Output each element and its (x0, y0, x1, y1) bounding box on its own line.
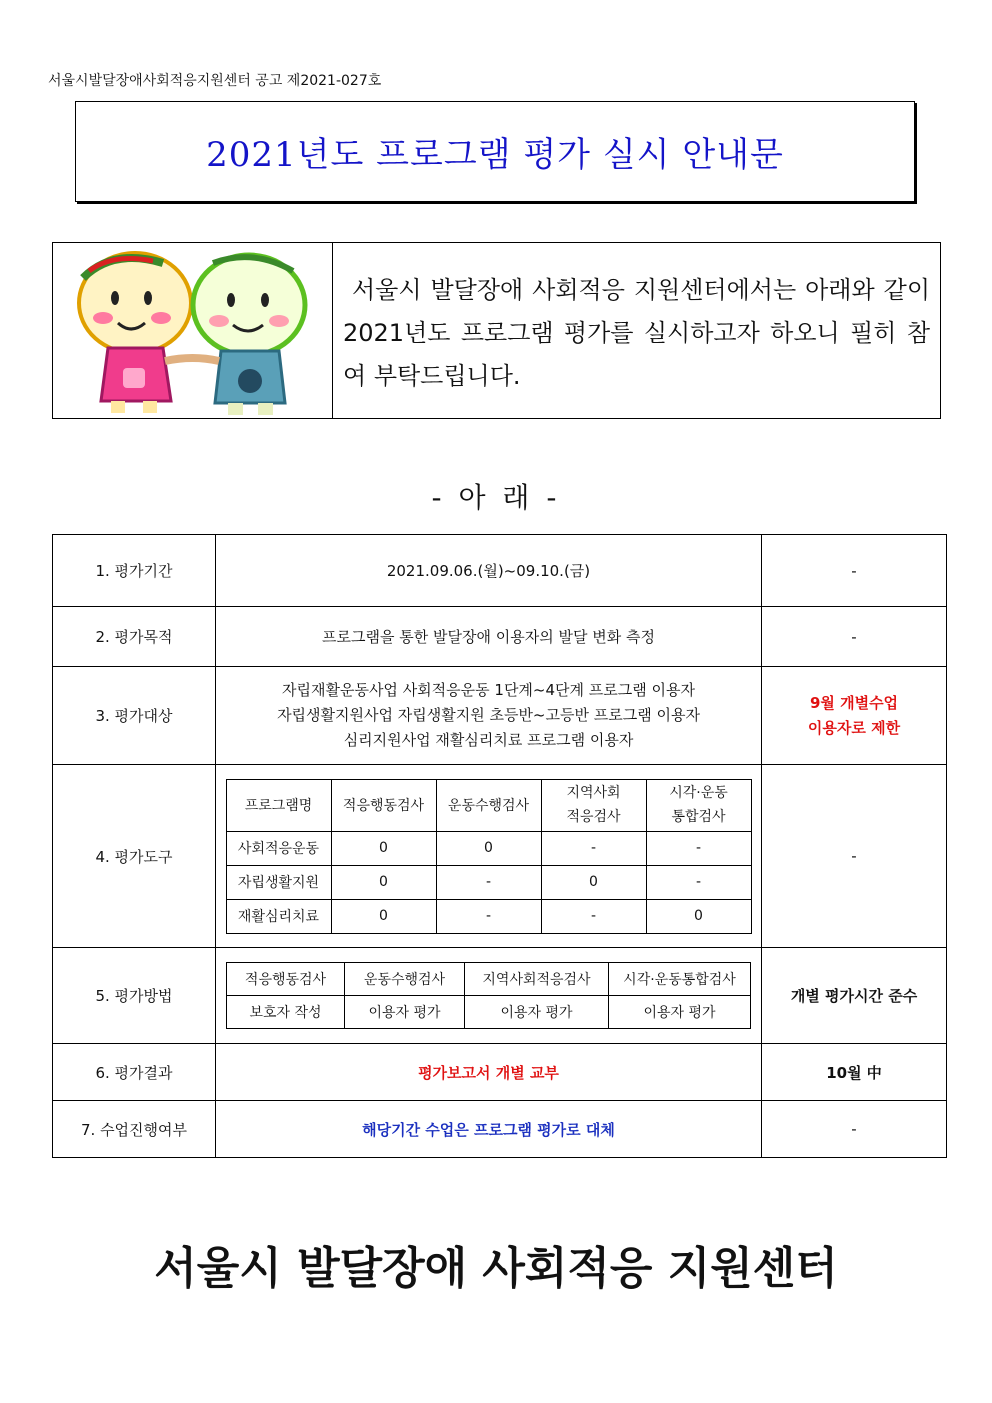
method-header: 시각·운동통합검사 (609, 963, 751, 996)
tools-header: 프로그램명 (226, 779, 331, 831)
row-note: 9월 개별수업 이용자로 제한 (762, 667, 947, 765)
method-cell: 이용자 평가 (345, 996, 465, 1029)
row-note: - (762, 535, 947, 607)
row-note: - (762, 765, 947, 948)
method-cell: 이용자 평가 (465, 996, 609, 1029)
intro-text: 서울시 발달장애 사회적응 지원센터에서는 아래와 같이 2021년도 프로그램 평가를 실시하고자 하오니 필히 참여 부탁드립니다. (343, 276, 930, 390)
tools-header: 시각·운동 통합검사 (646, 779, 751, 831)
row-content (216, 667, 762, 765)
table-row (53, 948, 947, 1044)
tools-cell: 0 (331, 899, 436, 933)
tools-cell: - (646, 831, 751, 865)
method-header: 운동수행검사 (345, 963, 465, 996)
row-label: 7. 수업진행여부 (53, 1101, 216, 1158)
row-note: - (762, 607, 947, 667)
tools-cell: - (541, 899, 646, 933)
tools-cell: 0 (541, 865, 646, 899)
row-label: 4. 평가도구 (53, 765, 216, 948)
row-note: 10월 中 (762, 1044, 947, 1101)
method-cell: 보호자 작성 (227, 996, 345, 1029)
target-line: 자립재활운동사업 사회적응운동 1단계~4단계 프로그램 이용자 (282, 681, 695, 699)
tools-cell: 자립생활지원 (226, 865, 331, 899)
method-header: 지역사회적응검사 (465, 963, 609, 996)
row-content: 평가보고서 개별 교부 (216, 1044, 762, 1101)
row-label: 3. 평가대상 (53, 667, 216, 765)
notice-number: 서울시발달장애사회적응지원센터 공고 제2021-027호 (48, 73, 382, 89)
tools-cell: - (436, 865, 541, 899)
mascot-characters-icon (53, 243, 332, 418)
tools-cell: 0 (331, 831, 436, 865)
table-row (53, 535, 947, 607)
target-line: 자립생활지원사업 자립생활지원 초등반~고등반 프로그램 이용자 (277, 706, 700, 724)
tools-header: 운동수행검사 (436, 779, 541, 831)
method-cell: 이용자 평가 (609, 996, 751, 1029)
method-header: 적응행동검사 (227, 963, 345, 996)
table-row (53, 607, 947, 667)
table-row (53, 1044, 947, 1101)
tools-table (226, 779, 752, 934)
tools-cell: - (541, 831, 646, 865)
table-row (53, 667, 947, 765)
footer-organization: 서울시 발달장애 사회적응 지원센터 (154, 1243, 838, 1294)
method-table (226, 962, 751, 1029)
evaluation-table (52, 534, 947, 1158)
row-label: 1. 평가기간 (53, 535, 216, 607)
page-title: 2021년도 프로그램 평가 실시 안내문 (206, 135, 784, 175)
row-content: 프로그램을 통한 발달장애 이용자의 발달 변화 측정 (216, 607, 762, 667)
target-line: 심리지원사업 재활심리치료 프로그램 이용자 (343, 731, 634, 749)
tools-cell: 0 (331, 865, 436, 899)
tools-cell: - (646, 865, 751, 899)
tools-header: 적응행동검사 (331, 779, 436, 831)
row-label: 6. 평가결과 (53, 1044, 216, 1101)
row-content: 2021.09.06.(월)~09.10.(금) (216, 535, 762, 607)
row-content (216, 948, 762, 1044)
intro-box (52, 242, 941, 419)
tools-cell: - (436, 899, 541, 933)
row-note: 개별 평가시간 준수 (762, 948, 947, 1044)
table-row (53, 1101, 947, 1158)
mascot-illustration (53, 243, 333, 418)
row-content (216, 765, 762, 948)
row-content: 해당기간 수업은 프로그램 평가로 대체 (216, 1101, 762, 1158)
tools-header: 지역사회 적응검사 (541, 779, 646, 831)
title-box (75, 101, 915, 202)
row-label: 2. 평가목적 (53, 607, 216, 667)
row-label: 5. 평가방법 (53, 948, 216, 1044)
row-note: - (762, 1101, 947, 1158)
tools-cell: 0 (436, 831, 541, 865)
tools-cell: 사회적응운동 (226, 831, 331, 865)
tools-cell: 0 (646, 899, 751, 933)
table-row (53, 765, 947, 948)
tools-cell: 재활심리치료 (226, 899, 331, 933)
subheading: - 아 래 - (431, 481, 561, 514)
